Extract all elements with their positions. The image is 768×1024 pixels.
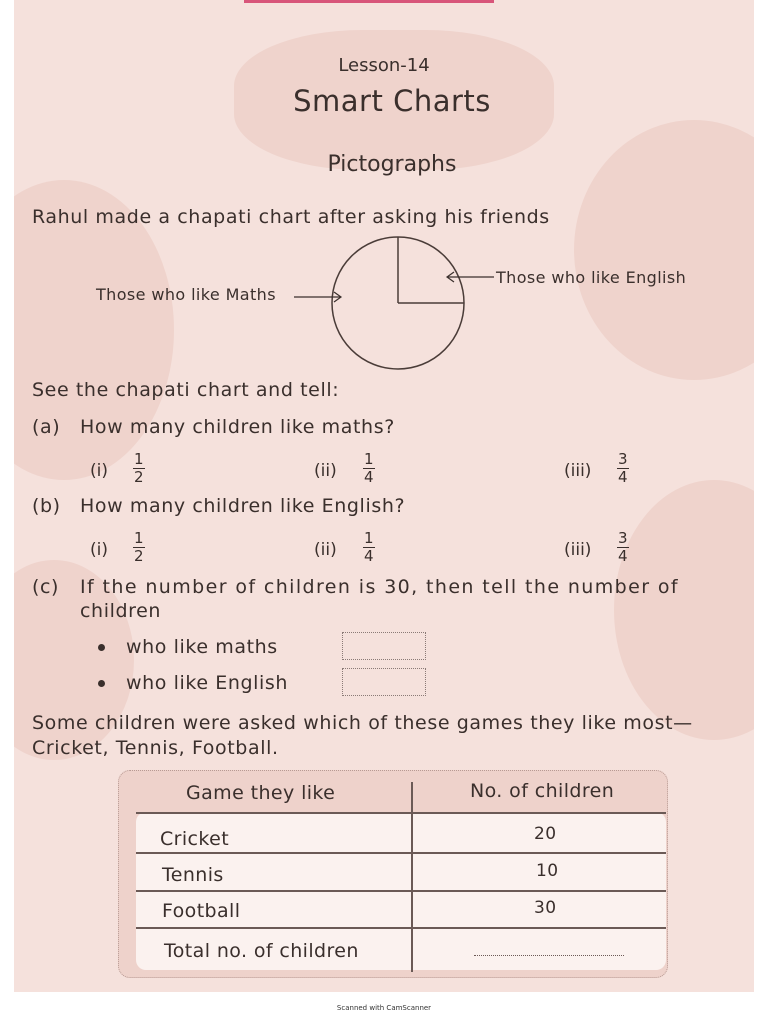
- option-a-iii-label: (iii): [564, 461, 592, 481]
- question-a-marker: (a): [32, 416, 61, 438]
- english-arrow: [444, 270, 494, 284]
- table-row-divider: [136, 927, 666, 929]
- numerator: 1: [134, 450, 144, 468]
- denominator: 2: [134, 547, 144, 565]
- answer-box-english[interactable]: [342, 668, 426, 696]
- label-maths: Those who like Maths: [96, 285, 276, 304]
- section-title: Pictographs: [327, 152, 457, 177]
- bg-blob: [614, 480, 754, 740]
- denominator: 4: [364, 547, 374, 565]
- table-cell-count: 10: [536, 861, 559, 881]
- table-cell-game: Tennis: [162, 864, 224, 886]
- answer-box-maths[interactable]: [342, 632, 426, 660]
- top-strip: [244, 0, 494, 3]
- numerator: 1: [364, 529, 374, 547]
- denominator: 2: [134, 468, 144, 486]
- numerator: 1: [364, 450, 374, 468]
- page-title: Smart Charts: [293, 84, 491, 118]
- intro-text: Rahul made a chapati chart after asking his friends: [32, 206, 550, 228]
- option-b-ii-fraction: [362, 531, 376, 564]
- games-text-line2: Cricket, Tennis, Football.: [32, 737, 279, 759]
- numerator: 3: [618, 529, 628, 547]
- option-b-i-fraction: [132, 531, 146, 564]
- table-cell-count: 30: [534, 898, 557, 918]
- question-c-marker: (c): [32, 576, 60, 598]
- lesson-number: Lesson-14: [338, 55, 430, 76]
- numerator: 3: [618, 450, 628, 468]
- chapati-chart: [314, 236, 482, 374]
- table-row-divider: [136, 812, 666, 814]
- denominator: 4: [618, 468, 628, 486]
- bullet-english-text: who like English: [126, 672, 289, 694]
- denominator: 4: [364, 468, 374, 486]
- option-b-iii-label: (iii): [564, 540, 592, 560]
- option-a-ii-label: (ii): [314, 461, 337, 481]
- option-a-i-fraction: [132, 452, 146, 485]
- table-total-blank[interactable]: [474, 955, 624, 956]
- table-row-divider: [136, 852, 666, 854]
- question-b-text: How many children like English?: [80, 495, 406, 517]
- games-text-line1: Some children were asked which of these games they like most—: [32, 712, 693, 734]
- option-b-iii-fraction: [616, 531, 630, 564]
- table-row-divider: [136, 890, 666, 892]
- label-english: Those who like English: [496, 268, 687, 287]
- table-total-label: Total no. of children: [164, 940, 359, 962]
- table-column-divider: [411, 782, 413, 972]
- prompt-text: See the chapati chart and tell:: [32, 379, 340, 401]
- question-c-line1: If the number of children is 30, then tell the number of: [80, 576, 679, 598]
- bullet: [98, 680, 105, 687]
- numerator: 1: [134, 529, 144, 547]
- table-header-game: Game they like: [186, 782, 336, 804]
- option-a-ii-fraction: [362, 452, 376, 485]
- bullet: [98, 644, 105, 651]
- table-cell-count: 20: [534, 824, 557, 844]
- table-cell-game: Cricket: [160, 828, 230, 850]
- option-a-i-label: (i): [90, 461, 108, 481]
- option-b-ii-label: (ii): [314, 540, 337, 560]
- table-cell-game: Football: [162, 900, 241, 922]
- question-b-marker: (b): [32, 495, 61, 517]
- denominator: 4: [618, 547, 628, 565]
- option-b-i-label: (i): [90, 540, 108, 560]
- textbook-page: [14, 0, 754, 992]
- scanner-footer: Scanned with CamScanner: [336, 1004, 432, 1012]
- question-c-line2: children: [80, 600, 162, 622]
- question-a-text: How many children like maths?: [80, 416, 395, 438]
- option-a-iii-fraction: [616, 452, 630, 485]
- bullet-maths-text: who like maths: [126, 636, 278, 658]
- table-header-count: No. of children: [470, 780, 615, 802]
- maths-arrow: [294, 290, 344, 304]
